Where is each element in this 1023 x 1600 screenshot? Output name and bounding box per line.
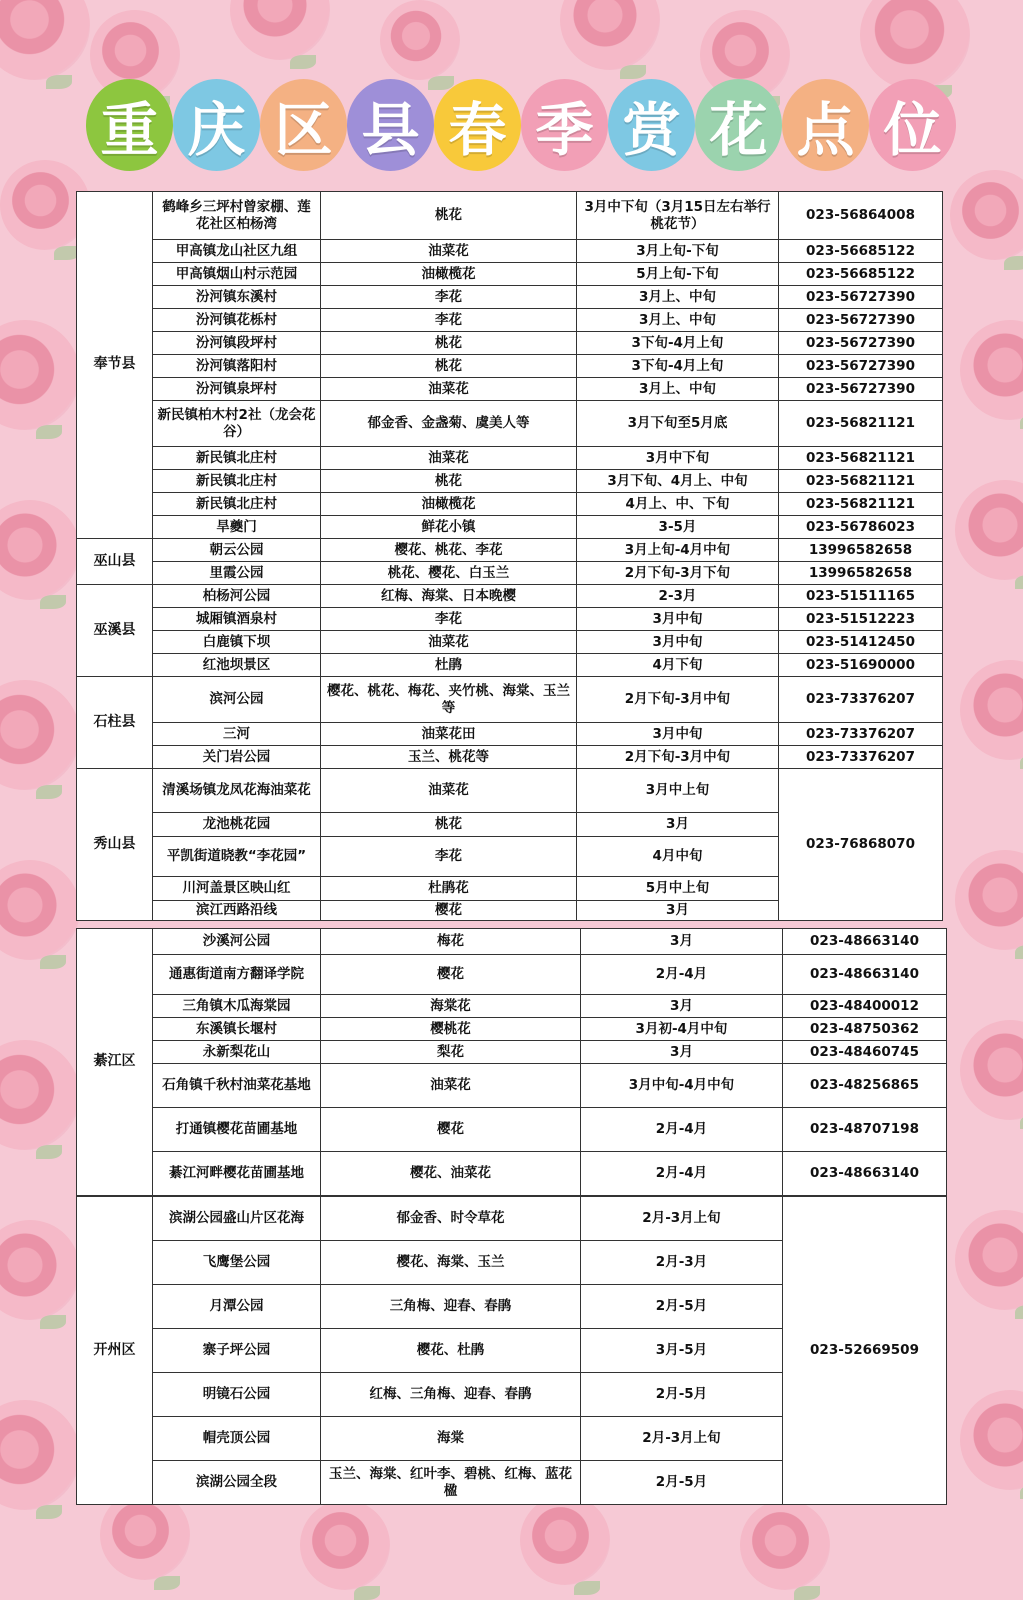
flower-cell: 杜鹃花 [321,877,577,901]
place-cell: 三河 [153,723,321,746]
flower-cell: 樱花 [321,1108,581,1152]
time-cell: 3下旬-4月上旬 [577,332,779,355]
table-row [77,1197,947,1241]
phone-cell: 023-51412450 [779,631,943,654]
flower-cell: 油菜花 [321,631,577,654]
table-row [77,447,943,470]
time-cell: 2月下旬-3月中旬 [577,746,779,769]
table-row [77,378,943,401]
time-cell: 3月-5月 [581,1329,783,1373]
time-cell: 3月中下旬 [577,447,779,470]
flower-cell: 樱花、海棠、玉兰 [321,1241,581,1285]
table-row [77,240,943,263]
flower-table-1 [76,191,943,921]
time-cell: 3月中旬 [577,723,779,746]
phone-cell: 023-48256865 [783,1064,947,1108]
rose-decoration [960,1390,1023,1490]
rose-decoration [955,480,1023,580]
flower-cell: 樱花、桃花、梅花、夹竹桃、海棠、玉兰等 [321,677,577,723]
page-title [86,70,956,180]
place-cell: 平凯街道晓教“李花园” [153,837,321,877]
table-row [77,769,943,813]
flower-cell: 桃花 [321,813,577,837]
time-cell: 4月上、中、下旬 [577,493,779,516]
phone-cell: 023-56727390 [779,355,943,378]
time-cell: 2月-4月 [581,1152,783,1196]
place-cell: 滨河公园 [153,677,321,723]
place-cell: 沙溪河公园 [153,929,321,955]
time-cell: 2月-5月 [581,1373,783,1417]
region-cell: 巫山县 [77,539,153,585]
flower-cell: 杜鹃 [321,654,577,677]
phone-cell: 023-56821121 [779,470,943,493]
title-char: 赏 [608,79,695,171]
place-cell: 甲高镇龙山社区九组 [153,240,321,263]
flower-cell: 梅花 [321,929,581,955]
time-cell: 3下旬-4月上旬 [577,355,779,378]
rose-decoration [0,680,80,790]
rose-decoration [0,860,80,960]
place-cell: 新民镇北庄村 [153,493,321,516]
phone-cell: 023-51690000 [779,654,943,677]
table-row [77,1152,947,1196]
time-cell: 2月-5月 [581,1285,783,1329]
table-row [77,332,943,355]
flower-cell: 桃花 [321,355,577,378]
leaf-decoration [46,75,72,89]
place-cell: 汾河镇泉坪村 [153,378,321,401]
flower-cell: 油菜花 [321,378,577,401]
leaf-decoration [40,595,66,609]
phone-cell: 023-73376207 [779,746,943,769]
time-cell: 3月中上旬 [577,769,779,813]
phone-cell: 023-48400012 [783,995,947,1018]
place-cell: 汾河镇东溪村 [153,286,321,309]
place-cell: 石角镇千秋村油菜花基地 [153,1064,321,1108]
rose-decoration [0,500,80,600]
flower-table-sheet-2 [76,928,946,1196]
title-char: 春 [434,79,521,171]
leaf-decoration [1004,256,1023,270]
time-cell: 3月 [577,901,779,921]
place-cell: 打通镇樱花苗圃基地 [153,1108,321,1152]
leaf-decoration [36,1505,62,1519]
time-cell: 3月上旬-4月中旬 [577,539,779,562]
time-cell: 3月 [577,813,779,837]
leaf-decoration [354,1586,380,1600]
flower-cell: 樱花、杜鹃 [321,1329,581,1373]
place-cell: 三角镇木瓜海棠园 [153,995,321,1018]
place-cell: 帽壳顶公园 [153,1417,321,1461]
flower-cell: 油菜花田 [321,723,577,746]
place-cell: 新民镇北庄村 [153,470,321,493]
region-cell: 奉节县 [77,192,153,539]
flower-cell: 玉兰、桃花等 [321,746,577,769]
leaf-decoration [574,1581,600,1595]
place-cell: 甲高镇烟山村示范园 [153,263,321,286]
rose-decoration [520,1495,610,1585]
leaf-decoration [36,425,62,439]
title-char: 花 [695,79,782,171]
phone-cell: 13996582658 [779,562,943,585]
time-cell: 3月下旬至5月底 [577,401,779,447]
table-row [77,929,947,955]
table-row [77,995,947,1018]
flower-cell: 油菜花 [321,1064,581,1108]
time-cell: 3月下旬、4月上、中旬 [577,470,779,493]
place-cell: 明镜石公园 [153,1373,321,1417]
time-cell: 3月上旬-下旬 [577,240,779,263]
rose-decoration [960,660,1023,760]
time-cell: 2月-3月上旬 [581,1417,783,1461]
table-row [77,955,947,995]
flower-cell: 郁金香、时令草花 [321,1197,581,1241]
title-char: 区 [260,79,347,171]
place-cell: 滨湖公园全段 [153,1461,321,1505]
place-cell: 新民镇柏木村2社（龙会花谷） [153,401,321,447]
place-cell: 汾河镇落阳村 [153,355,321,378]
flower-cell: 樱花 [321,901,577,921]
time-cell: 4月中旬 [577,837,779,877]
region-cell: 石柱县 [77,677,153,769]
place-cell: 滨湖公园盛山片区花海 [153,1197,321,1241]
rose-decoration [955,1210,1023,1310]
leaf-decoration [40,1315,66,1329]
rose-decoration [740,1500,830,1590]
place-cell: 寨子坪公园 [153,1329,321,1373]
time-cell: 5月中上旬 [577,877,779,901]
table-row [77,309,943,332]
leaf-decoration [794,1586,820,1600]
phone-cell: 023-48707198 [783,1108,947,1152]
time-cell: 3月 [581,929,783,955]
phone-cell: 023-48663140 [783,955,947,995]
place-cell: 关门岩公园 [153,746,321,769]
time-cell: 2月-3月 [581,1241,783,1285]
table-row [77,1064,947,1108]
flower-cell: 红梅、海棠、日本晚樱 [321,585,577,608]
table-row [77,1041,947,1064]
time-cell: 2月下旬-3月中旬 [577,677,779,723]
title-char: 重 [86,79,173,171]
table-row [77,470,943,493]
title-char: 季 [521,79,608,171]
place-cell: 里霞公园 [153,562,321,585]
flower-cell: 樱花、桃花、李花 [321,539,577,562]
time-cell: 3月初-4月中旬 [581,1018,783,1041]
rose-decoration [300,1500,390,1590]
time-cell: 2-3月 [577,585,779,608]
place-cell: 新民镇北庄村 [153,447,321,470]
phone-cell: 023-76868070 [779,769,943,921]
flower-cell: 红梅、三角梅、迎春、春鹃 [321,1373,581,1417]
place-cell: 白鹿镇下坝 [153,631,321,654]
rose-decoration [0,0,90,80]
time-cell: 3月中下旬（3月15日左右举行桃花节） [577,192,779,240]
place-cell: 清溪场镇龙凤花海油菜花 [153,769,321,813]
rose-decoration [0,1040,80,1150]
place-cell: 鹤峰乡三坪村曾家棚、莲花社区柏杨湾 [153,192,321,240]
flower-cell: 桃花 [321,192,577,240]
flower-cell: 樱花、油菜花 [321,1152,581,1196]
time-cell: 3月中旬 [577,631,779,654]
table-row [77,355,943,378]
place-cell: 川河盖景区映山红 [153,877,321,901]
leaf-decoration [290,55,316,69]
phone-cell: 023-52669509 [783,1197,947,1505]
time-cell: 3-5月 [577,516,779,539]
leaf-decoration [36,1145,62,1159]
place-cell: 汾河镇花栎村 [153,309,321,332]
flower-table-sheet-3 [76,1196,946,1504]
flower-cell: 郁金香、金盏菊、虞美人等 [321,401,577,447]
rose-decoration [0,1400,80,1510]
phone-cell: 023-56821121 [779,401,943,447]
table-row [77,286,943,309]
table-row [77,539,943,562]
time-cell: 3月上、中旬 [577,309,779,332]
rose-decoration [380,0,460,80]
leaf-decoration [154,1576,180,1590]
table-row [77,1018,947,1041]
flower-cell: 桃花、樱花、白玉兰 [321,562,577,585]
phone-cell: 023-48750362 [783,1018,947,1041]
flower-cell: 油菜花 [321,447,577,470]
place-cell: 綦江河畔樱花苗圃基地 [153,1152,321,1196]
flower-table-sheet-1 [76,191,942,921]
time-cell: 5月上旬-下旬 [577,263,779,286]
phone-cell: 023-51511165 [779,585,943,608]
region-cell: 綦江区 [77,929,153,1196]
phone-cell: 023-56685122 [779,240,943,263]
time-cell: 3月上、中旬 [577,286,779,309]
rose-decoration [950,170,1023,260]
flower-cell: 桃花 [321,332,577,355]
phone-cell: 023-56727390 [779,378,943,401]
flower-cell: 李花 [321,309,577,332]
table-row [77,608,943,631]
table-row [77,192,943,240]
phone-cell: 023-48460745 [783,1041,947,1064]
phone-cell: 023-56786023 [779,516,943,539]
title-char: 庆 [173,79,260,171]
title-char: 县 [347,79,434,171]
place-cell: 柏杨河公园 [153,585,321,608]
table-row [77,516,943,539]
phone-cell: 023-51512223 [779,608,943,631]
rose-decoration [960,1020,1023,1120]
flower-table-2 [76,928,947,1196]
time-cell: 3月中旬 [577,608,779,631]
phone-cell: 023-56821121 [779,493,943,516]
phone-cell: 023-73376207 [779,677,943,723]
rose-decoration [560,0,660,70]
phone-cell: 023-73376207 [779,723,943,746]
phone-cell: 023-56727390 [779,332,943,355]
table-row [77,631,943,654]
flower-cell: 海棠 [321,1417,581,1461]
leaf-decoration [40,955,66,969]
flower-cell: 三角梅、迎春、春鹃 [321,1285,581,1329]
time-cell: 3月上、中旬 [577,378,779,401]
place-cell: 永新梨花山 [153,1041,321,1064]
place-cell: 东溪镇长堰村 [153,1018,321,1041]
table-row [77,263,943,286]
rose-decoration [960,320,1023,420]
time-cell: 2月-4月 [581,955,783,995]
phone-cell: 023-48663140 [783,1152,947,1196]
flower-table-3 [76,1196,947,1505]
region-cell: 开州区 [77,1197,153,1505]
rose-decoration [0,320,80,430]
place-cell: 汾河镇段坪村 [153,332,321,355]
flower-cell: 李花 [321,837,577,877]
place-cell: 滨江西路沿线 [153,901,321,921]
phone-cell: 023-56685122 [779,263,943,286]
time-cell: 4月下旬 [577,654,779,677]
flower-cell: 油橄榄花 [321,493,577,516]
place-cell: 红池坝景区 [153,654,321,677]
place-cell: 龙池桃花园 [153,813,321,837]
region-cell: 巫溪县 [77,585,153,677]
phone-cell: 023-48663140 [783,929,947,955]
table-row [77,677,943,723]
table-row [77,562,943,585]
table-row [77,401,943,447]
flower-cell: 樱花 [321,955,581,995]
rose-decoration [955,850,1023,950]
table-row [77,1108,947,1152]
table-row [77,493,943,516]
time-cell: 3月 [581,1041,783,1064]
time-cell: 3月中旬-4月中旬 [581,1064,783,1108]
flower-cell: 油菜花 [321,240,577,263]
time-cell: 2月-3月上旬 [581,1197,783,1241]
table-row [77,723,943,746]
rose-decoration [230,0,330,60]
region-cell: 秀山县 [77,769,153,921]
flower-cell: 桃花 [321,470,577,493]
phone-cell: 023-56821121 [779,447,943,470]
place-cell: 朝云公园 [153,539,321,562]
table-row [77,746,943,769]
flower-cell: 樱桃花 [321,1018,581,1041]
flower-cell: 鲜花小镇 [321,516,577,539]
flower-cell: 玉兰、海棠、红叶李、碧桃、红梅、蓝花楹 [321,1461,581,1505]
phone-cell: 023-56864008 [779,192,943,240]
time-cell: 2月-4月 [581,1108,783,1152]
table-row [77,654,943,677]
time-cell: 3月 [581,995,783,1018]
phone-cell: 13996582658 [779,539,943,562]
flower-cell: 油橄榄花 [321,263,577,286]
flower-cell: 李花 [321,608,577,631]
place-cell: 城厢镇酒泉村 [153,608,321,631]
title-char: 点 [782,79,869,171]
place-cell: 通惠街道南方翻译学院 [153,955,321,995]
table-row [77,585,943,608]
phone-cell: 023-56727390 [779,309,943,332]
flower-cell: 李花 [321,286,577,309]
leaf-decoration [36,785,62,799]
flower-cell: 海棠花 [321,995,581,1018]
time-cell: 2月-5月 [581,1461,783,1505]
flower-cell: 梨花 [321,1041,581,1064]
flower-cell: 油菜花 [321,769,577,813]
title-char: 位 [869,79,956,171]
place-cell: 飞鹰堡公园 [153,1241,321,1285]
time-cell: 2月下旬-3月下旬 [577,562,779,585]
rose-decoration [0,1220,80,1320]
phone-cell: 023-56727390 [779,286,943,309]
place-cell: 月潭公园 [153,1285,321,1329]
place-cell: 旱夔门 [153,516,321,539]
